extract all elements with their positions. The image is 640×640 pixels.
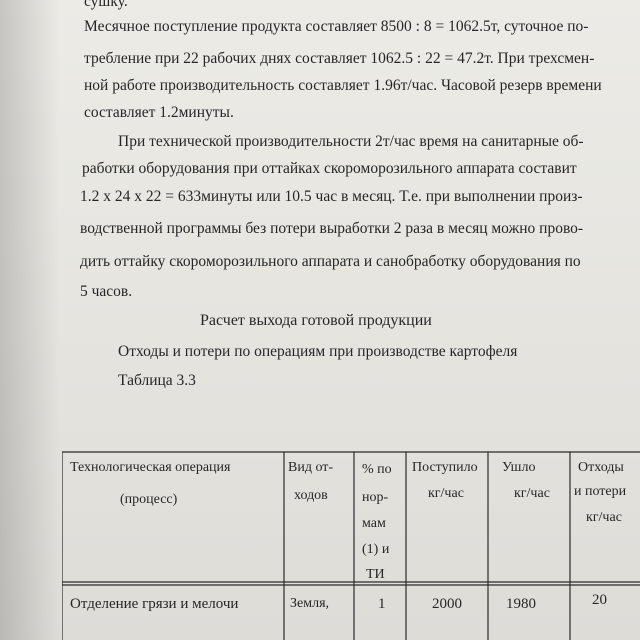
page-edge-shadow — [0, 0, 60, 640]
header-gone: Ушло — [502, 460, 536, 475]
header-percent: нор- — [362, 490, 389, 505]
header-operation: Технологическая операция — [70, 460, 231, 475]
header-waste-type: ходов — [294, 488, 328, 503]
section-title: Расчет выхода готовой продукции — [200, 312, 432, 329]
header-percent: ТИ — [366, 567, 385, 582]
header-percent: мам — [362, 516, 386, 531]
text-line: составляет 1.2минуты. — [84, 104, 234, 121]
row-gone: 1980 — [506, 596, 536, 612]
text-line: дить оттайку скороморозильного аппарата и санобработку оборудования по — [80, 253, 581, 270]
text-line: требление при 22 рабочих днях составляет 1062.5 : 22 = 47.2т. При трехсмен- — [84, 50, 595, 67]
row-percent: 1 — [378, 596, 386, 612]
header-waste: и потери — [574, 484, 627, 499]
header-percent: (1) и — [362, 542, 390, 557]
row-waste-type: Земля, — [290, 596, 330, 611]
header-waste: кг/час — [586, 510, 622, 525]
header-percent: % по — [362, 462, 392, 477]
text-line: 5 часов. — [80, 283, 133, 300]
text-line: сушку. — [84, 0, 128, 10]
header-waste: Отходы — [578, 460, 624, 475]
table-number: Таблица 3.3 — [118, 372, 196, 389]
header-operation: (процесс) — [120, 492, 178, 507]
text-line: При технической производительности 2т/час время на санитарные об- — [118, 133, 584, 150]
text-line: работки оборудования при оттайках скороморозильного аппарата составит — [82, 160, 577, 177]
header-received: кг/час — [428, 486, 464, 501]
text-line: водственной программы без потери выработки 2 раза в месяц можно прово- — [80, 220, 584, 237]
waste-table — [62, 450, 640, 640]
table-caption: Отходы и потери по операциям при производстве картофеля — [118, 343, 518, 360]
row-received: 2000 — [432, 596, 462, 612]
header-received: Поступило — [412, 460, 478, 475]
row-operation: Отделение грязи и мелочи — [70, 596, 239, 612]
text-line: Месячное поступление продукта составляет 8500 : 8 = 1062.5т, суточное по- — [84, 18, 589, 35]
header-waste-type: Вид от- — [288, 460, 334, 475]
row-waste: 20 — [592, 592, 607, 608]
header-gone: кг/час — [514, 486, 550, 501]
text-line: ной работе производительность составляет 1.96т/час. Часовой резерв времени — [84, 77, 602, 94]
text-line: 1.2 х 24 х 22 = 633минуты или 10.5 час в месяц. Т.е. при выполнении произ- — [80, 188, 583, 205]
